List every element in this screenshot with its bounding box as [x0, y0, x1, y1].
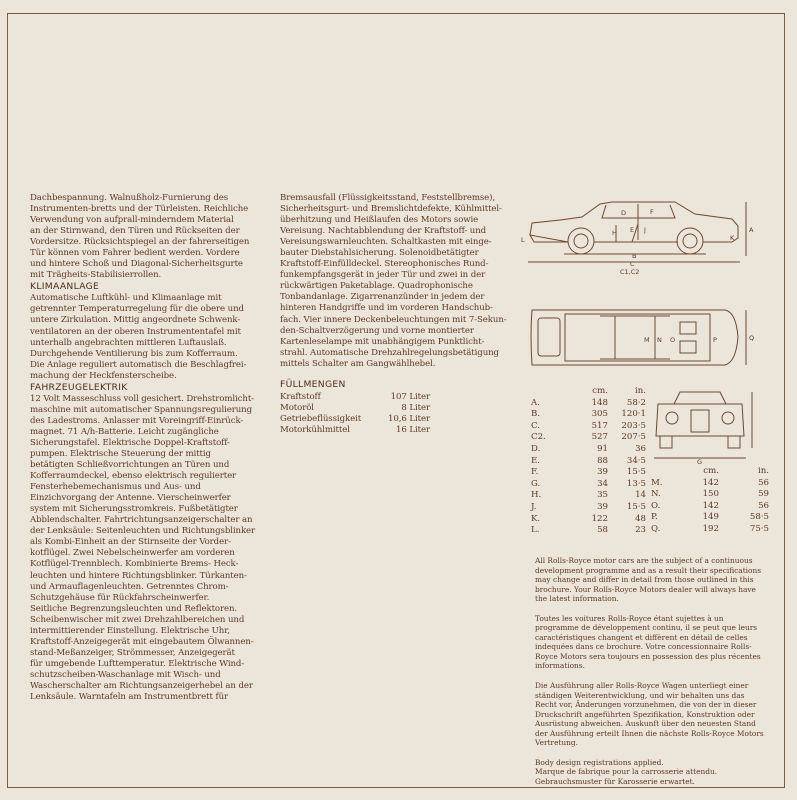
fahrzeugelektrik-paragraph: 12 Volt Masseschluss voll gesichert. Drehstromlicht- maschine mit automatischer Spannungsregulierung des Ladestroms. Anlasser mit Voreingriff-Einrück- magnet. 71 A/h-Batterie. Leicht zugängliche Sicherungstafel. Elektrische Doppel-Kraftstoff- pumpen. Elektrische Steuerung der mittig betätigten Schließvorrichtungen an Türen und Kofferraumdeckel, ebenso elektrisch regulierter Fensterhebemechanismus und Aus- und Einzichvorgang der Antenne. Vierscheinwerfer system mit Sicherungsstromkreis. Fußbetätigter Abblendschalter. Fahrtrichtungsanzeigerschalter an der Lenksäule: Seitenleuchten und Richtungsblinker als Kombi-Einheit an der Stirnseite der Vorder- kotflügel. Zwei Nebelscheinwerfer am vorderen Kotflügel-Trennblech. Kombinierte Brems- Heck- leuchten und hintere Richtungsblinker. Türkanten- und Armauflagenleuchten. Getrenntes Chrom- Schutzgehäuse für Rückfahrscheinwerfer. Seitliche Begrenzungsleuchten und Reflektoren. Scheibenwischer mit zwei Drehzahlbereichen und intermittierender Einstellung. Elektrische Uhr, Kraftstoff-Anzeigegerät mit eingebautem Ölwannen- stand-Meßanzeiger, Strömmesser, Anzeigegerät für umgebende Lufttemperatur. Elektrische Wind- schutzscheiben-Waschanlage mit Wisch- und Wascherschalter am Richtungsanzeigerhebel an der Lenksäule. Warntafeln am Instrumentbrett für: [30, 393, 256, 703]
dimension-cm: 527: [591, 432, 608, 443]
label-e: E: [630, 226, 635, 234]
fahrzeugelektrik-heading: FAHRZEUGELEKTRIK: [30, 381, 128, 393]
label-p: P: [713, 336, 717, 344]
capacity-value: 10,6 Liter: [388, 413, 430, 424]
dimension-cm: 39: [597, 467, 608, 478]
dimension-key: H.: [531, 490, 542, 501]
dimension-key: J.: [531, 501, 537, 512]
dimension-row: [531, 409, 646, 421]
dimension-cm: 149: [702, 512, 719, 523]
dimension-key: D.: [531, 443, 541, 454]
dimension-key: P.: [651, 512, 658, 523]
dimension-in: 23: [635, 525, 646, 536]
capacity-row: [280, 425, 430, 436]
dimension-cm: 91: [597, 443, 608, 454]
dimension-key: O.: [651, 500, 661, 511]
dimension-row: [531, 444, 646, 456]
label-g: G: [697, 458, 703, 466]
dimension-row: [651, 501, 769, 513]
electrics-continued-paragraph: Bremsausfall (Flüssigkeitsstand, Feststellbremse), Sicherheitsgurt- und Bremslichtdefekte, Kühlmittel- überhitzung und Heißlaufen des Motors sowie Vereisung. Nachtabblendung der Kraftstoff- und Vereisungswarnleuchten. Schaltkasten mit einge- bauter Diebstahlsicherung. Solenoidbetätigter Kraftstoff-Einfülldeckel. Stereophonisches Rund- funkempfangsgerät in jeder Tür und zwei in der rückwärtigen Paketablage. Quadrophonische Tonbandanlage. Zigarrenanzünder in jedem der hinteren Handgriffe und im vorderen Handschub- fach. Vier innere Deckenbeleuchtungen mit 7-Sekun- den-Schaltverzögerung und vorne montierter Kartenleselampe mit unabhängigem Punktlicht- strahl. Automatische Drehzahlregelungsbetätigung mittels Schalter am Gangwählhebel.: [280, 193, 507, 369]
dimension-row: [531, 432, 646, 444]
dimension-row: [531, 490, 646, 502]
dimension-in: 48: [635, 513, 646, 524]
dimensions-table-a-l: [531, 386, 646, 537]
capacities-table: [280, 392, 430, 436]
dimension-key: Q.: [651, 523, 661, 534]
dimension-row: [531, 467, 646, 479]
klimaanlage-paragraph: Automatische Luftkühl- und Klimaanlage mit getrennter Temperaturregelung für die obere und untere Zirkulation. Mittig angeordnete Schwenk- ventilatoren an der oberen Instrumententafel mit unterhalb angebrachten mittleren Luftauslaß. Durchgehende Ventilierung bis zum Kofferraum. Die Anlage reguliert automatisch die Beschlagfrei- machung der Heckfensterscheibe.: [30, 293, 247, 381]
dimensions-table-m-q: [651, 466, 769, 536]
dimension-in: 56: [758, 500, 769, 511]
label-b: B: [632, 252, 637, 260]
dimension-cm: 142: [702, 500, 719, 511]
dimension-row: [651, 489, 769, 501]
dimension-key: L.: [531, 525, 540, 536]
dimension-cm: 39: [597, 501, 608, 512]
dimension-row: [651, 512, 769, 524]
dimension-cm: 34: [597, 478, 608, 489]
unit-in-header: in.: [634, 386, 646, 396]
capacity-value: 16 Liter: [396, 424, 430, 435]
dimension-row: [531, 502, 646, 514]
unit-cm-header: cm.: [592, 386, 608, 396]
dimension-in: 120·1: [621, 409, 646, 420]
dimension-key: C2.: [531, 432, 546, 443]
dimension-cm: 142: [702, 477, 719, 488]
dimension-cm: 88: [597, 455, 608, 466]
dimension-in: 36: [635, 443, 646, 454]
side-view-svg: [520, 190, 770, 290]
klimaanlage-heading: KLIMAANLAGE: [30, 281, 100, 293]
capacity-row: [280, 414, 430, 425]
label-l: L: [521, 236, 525, 244]
dimension-in: 207·5: [621, 432, 646, 443]
dimension-key: G.: [531, 478, 541, 489]
dimension-cm: 148: [591, 397, 608, 408]
unit-cm-header: cm.: [703, 466, 719, 476]
disclaimer-notes: [535, 556, 767, 786]
dimension-row: [651, 478, 769, 490]
dimension-row: [531, 398, 646, 410]
note-german: Die Ausführung aller Rolls-Royce Wagen unterliegt einer ständigen Weiterentwicklung, und wir behalten uns das Recht vor, Änderungen vorzunehmen, die von der in dieser Druckschrift angeführten Spezifikation, Konstruktion oder Ausrüstung abweichen. Auskunft über den neuesten Stand der Ausführung erteilt Ihnen die nächste Rolls-Royce Motors Vertretung.: [535, 681, 764, 748]
label-f: F: [650, 208, 654, 216]
dimension-key: F.: [531, 467, 539, 478]
dimension-cm: 35: [597, 490, 608, 501]
dimension-in: 59: [758, 489, 769, 500]
side-view-diagram: [520, 190, 770, 290]
dimension-cm: 517: [591, 420, 608, 431]
note-french: Toutes les voitures Rolls-Royce étant sujettes à un programme de développement continu, il se peut que leurs caractéristiques changent et diffèrent en détail de celles indequées dans ce brochure. Votre concessionnaire Rolls-Royce Motors sera toujours en possession des plus récentes informations.: [535, 613, 761, 671]
dimension-in: 15·5: [626, 501, 646, 512]
dimension-in: 58·2: [626, 397, 646, 408]
capacity-label: Motoröl: [280, 402, 314, 413]
label-o: O: [670, 336, 676, 344]
dimension-row: [651, 524, 769, 536]
top-view-svg: [520, 290, 770, 380]
label-m: M: [644, 336, 650, 344]
dimension-key: E.: [531, 455, 541, 466]
note-english: All Rolls-Royce motor cars are the subject of a continuous development programme and as a result their specifications may change and differ in detail from those outlined in this brochure. Your Rolls-Royce Motors dealer will always have the latest information.: [535, 556, 762, 604]
top-view-diagram: [520, 290, 770, 380]
label-q: Q: [749, 334, 755, 342]
capacity-row: [280, 392, 430, 403]
dimension-cm: 305: [591, 409, 608, 420]
dimension-in: 56: [758, 477, 769, 488]
capacity-label: Kraftstoff: [280, 391, 321, 402]
dimension-key: M.: [651, 477, 663, 488]
dimension-key: B.: [531, 409, 541, 420]
dimension-row: [531, 456, 646, 468]
label-j: J: [644, 226, 646, 234]
dimension-row: [531, 421, 646, 433]
dimension-in: 203·5: [621, 420, 646, 431]
dimension-key: A.: [531, 397, 540, 408]
dimension-key: N.: [651, 489, 661, 500]
label-h: H: [612, 229, 617, 237]
capacity-label: Motorkühlmittel: [280, 424, 350, 435]
dimension-in: 15·5: [626, 467, 646, 478]
label-c: C: [630, 260, 635, 268]
dimension-in: 34·5: [626, 455, 646, 466]
dimension-row: [531, 514, 646, 526]
dimension-cm: 192: [702, 523, 719, 534]
dimension-cm: 58: [597, 525, 608, 536]
label-c1c2: C1,C2: [620, 268, 640, 276]
dimension-cm: 150: [702, 489, 719, 500]
capacity-value: 8 Liter: [401, 402, 430, 413]
unit-in-header: in.: [757, 466, 769, 476]
capacity-row: [280, 403, 430, 414]
capacity-value: 107 Liter: [390, 391, 430, 402]
dimension-key: C.: [531, 420, 541, 431]
fuellmengen-heading: FÜLLMENGEN: [280, 378, 346, 390]
dimension-in: 13·5: [626, 478, 646, 489]
column-left: [30, 193, 270, 703]
label-d: D: [621, 209, 627, 217]
dimension-row: [531, 479, 646, 491]
dimension-in: 14: [635, 490, 646, 501]
dimension-in: 75·5: [749, 523, 769, 534]
dimension-key: K.: [531, 513, 541, 524]
note-registrations: Body design registrations applied. Marque de fabrique pour la carrosserie attendu. Gebrauchsmuster für Karosserie erwartet.: [535, 757, 718, 786]
dimension-in: 58·5: [749, 512, 769, 523]
label-k: K: [730, 234, 735, 242]
dimension-cm: 122: [591, 513, 608, 524]
label-n: N: [657, 336, 662, 344]
front-view-svg: [650, 388, 765, 466]
intro-paragraph: Dachbespannung. Walnußholz-Furnierung des Instrumenten-bretts und der Türleisten. Reichliche Verwendung von aufprall-minderndem Material an der Stirnwand, den Türen und Rückseiten der Vordersitze. Rücksichtspiegel an der fahrerseitigen Tür können vom Fahrer bedient werden. Vordere und hintere Schoß und Diagonal-Sicherheitsgurte mit Trägheits-Stabilisierrollen.: [30, 193, 250, 281]
column-middle: [280, 193, 516, 436]
dimension-row: [531, 525, 646, 537]
label-a: A: [749, 226, 754, 234]
capacity-label: Getriebeflüssigkeit: [280, 413, 362, 424]
front-view-diagram: [650, 388, 765, 466]
